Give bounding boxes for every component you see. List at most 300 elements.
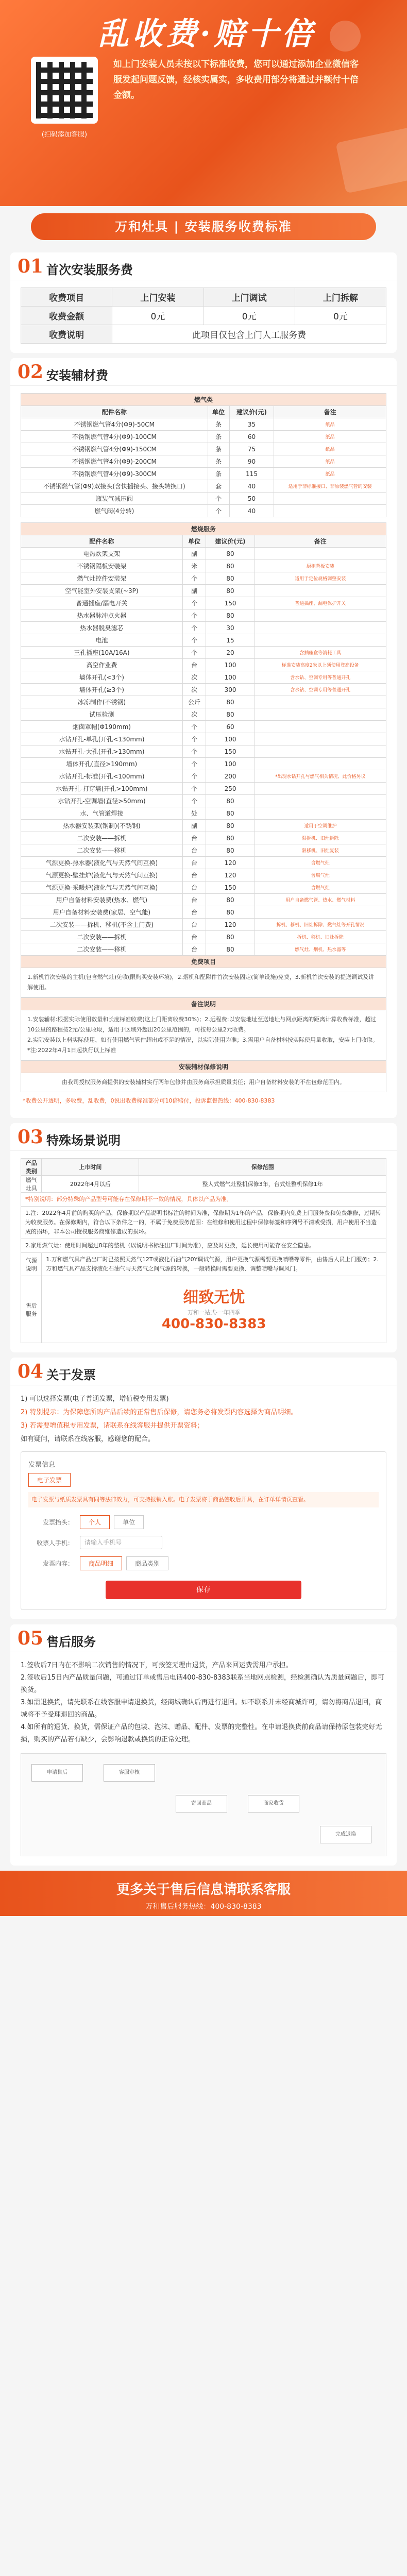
table-cell: 台 <box>182 894 206 906</box>
table-row <box>21 431 386 443</box>
table-cell <box>255 733 386 745</box>
table-cell: 不锈钢燃气管(Φ9)双接头(含快插接头、接头转换口) <box>21 480 208 493</box>
table-cell: 100 <box>206 758 255 770</box>
section-title: 安装辅材费 <box>46 368 108 383</box>
table-cell: 120 <box>206 869 255 882</box>
table-row <box>21 832 386 844</box>
table-cell: 台 <box>182 832 206 844</box>
table-cell: 40 <box>229 480 274 493</box>
notes-table <box>21 997 386 1010</box>
hero-title: 乱收费·赔十倍 <box>98 16 316 52</box>
table-row <box>21 733 386 745</box>
brand-logo: 细致无忧 <box>183 1288 245 1307</box>
table-cell: 售后服务 <box>21 1276 42 1343</box>
table-col-header: 单位 <box>182 535 206 548</box>
table-cell: 台 <box>182 844 206 857</box>
special-para: 1.注：2022年4月前的购买的产品，保修期以产品说明书标注的时间为准，保修期为1年的产品，保修期内免费上门服务费和免费维修，过期转为收费服务。在保修期内，符合以下条件之一的，不属于免费服务范围：在维修和使用过程中保修标签和序列号不清或受损，用户使用不当造成的损坏，非本公司授权服务商维修造成的损坏。 <box>21 1207 386 1239</box>
section-title: 关于发票 <box>46 1368 96 1382</box>
table-cell <box>255 745 386 758</box>
table-cell: 不锈钢隔板安装架 <box>21 560 183 572</box>
table-row <box>21 931 386 943</box>
after-sales-flowchart <box>21 1753 386 1856</box>
table-cell: 80 <box>206 708 255 721</box>
section-title: 特殊场景说明 <box>46 1133 121 1148</box>
table-cell: 纸品 <box>274 431 386 443</box>
note-line: 2.实际安装以上料实际使用，如有使用燃气管件超出或不足的情况，以实际使用为准；3.需用户自备材料按实际使用量收取，安装上门收取。 <box>27 1037 378 1043</box>
warranty-scope-table <box>21 1158 386 1343</box>
table-cell: 100 <box>206 659 255 671</box>
table-cell <box>255 696 386 708</box>
table-row <box>21 795 386 807</box>
table-cell: 个 <box>208 505 229 517</box>
table-cell: 烟囱罩帽(Φ190mm) <box>21 721 183 733</box>
table-cell: 个 <box>182 783 206 795</box>
table-cell: 不锈钢燃气管4分(Φ9)-300CM <box>21 468 208 480</box>
warranty-table <box>21 1060 386 1073</box>
table-cell: 150 <box>206 745 255 758</box>
table-cell: 普通插座、漏电保护开关 <box>255 597 386 609</box>
table-cell: 高空作业费 <box>21 659 183 671</box>
table-cell: 不锈钢燃气管4分(Φ9)-150CM <box>21 443 208 455</box>
table-cell: 纸品 <box>274 418 386 431</box>
table-cell: 限拆机、旧灶拆除 <box>255 832 386 844</box>
table-cell: 二次安装——拆机、移机(不含上门费) <box>21 919 183 931</box>
table-row <box>21 609 386 622</box>
table-cell: 台 <box>182 906 206 919</box>
table-row <box>21 708 386 721</box>
table-cell: 燃气灶具 <box>21 1176 42 1193</box>
table-col-header: 备注 <box>274 406 386 418</box>
table-row <box>21 894 386 906</box>
table-cell <box>255 634 386 647</box>
qr-code-icon <box>36 62 93 118</box>
table-row <box>21 807 386 820</box>
section-banner <box>15 206 392 247</box>
table-cell: 台 <box>182 943 206 956</box>
invoice-item: 1) 可以选择发票(电子普通发票，增值税专用发票) <box>21 1395 169 1403</box>
table-subheader: 安装辅材保修说明 <box>21 1061 386 1073</box>
table-cell: 个 <box>182 622 206 634</box>
table-cell: 200 <box>206 770 255 783</box>
table-row <box>21 882 386 894</box>
table-cell: 副 <box>182 585 206 597</box>
invoice-info <box>21 1393 386 1446</box>
table-cell: 台 <box>182 882 206 894</box>
table-cell: 适用于非标准接口、非原装燃气管的安装 <box>274 480 386 493</box>
table-cell: 套 <box>208 480 229 493</box>
option-category[interactable]: 商品类别 <box>126 1556 168 1570</box>
section-header <box>10 252 397 280</box>
table-cell: 台 <box>182 919 206 931</box>
table-cell: 收费说明 <box>21 325 112 344</box>
table-cell: 100 <box>206 671 255 684</box>
table-row <box>21 622 386 634</box>
table-cell: 燃气灶、烟机、热水器等 <box>255 943 386 956</box>
table-subheader: 备注说明 <box>21 998 386 1010</box>
table-row <box>21 783 386 795</box>
table-cell <box>255 622 386 634</box>
table-cell: 40 <box>229 505 274 517</box>
table-cell: 80 <box>206 943 255 956</box>
table-cell: 不锈钢燃气管4分(Φ9)-200CM <box>21 455 208 468</box>
service-phone[interactable]: 400-830-8383 <box>161 1316 266 1332</box>
table-cell: 上门调试 <box>204 288 295 307</box>
table-cell: 个 <box>182 745 206 758</box>
note-line: 1.安装辅材:根据实际使用数量和长度标准收费(这上门距离收费30%)；2.远程费:以安装地址至送地址与网点距离的距离计算收费标准，超过10公里的路程按2元/公里收取，适用于区域外超出20公里范围的，可按每公里2元收费。 <box>27 1016 377 1033</box>
table-cell: 含燃气灶 <box>255 869 386 882</box>
table-cell: 限移机、旧灶复装 <box>255 844 386 857</box>
decor-circle <box>330 21 361 52</box>
table-cell: 80 <box>206 609 255 622</box>
table-cell: 热水器脱臭滤芯 <box>21 622 183 634</box>
table-row <box>21 745 386 758</box>
qr-caption: (扫码添加客服) <box>41 131 88 139</box>
table-cell: 热水器安装架(钢制)(不锈钢) <box>21 820 183 832</box>
table-col-header: 建议价(元) <box>229 406 274 418</box>
table-cell: 气源更换-采暖炉(液化气与天然气间互换) <box>21 882 183 894</box>
table-cell: 二次安装——移机 <box>21 943 183 956</box>
section-after-sales <box>10 1624 397 1866</box>
table-cell: 收费项目 <box>21 288 112 307</box>
table-subheader: 免费项目 <box>21 956 386 968</box>
table-cell: 收费金额 <box>21 307 112 325</box>
table-row <box>21 696 386 708</box>
table-cell: 个 <box>182 733 206 745</box>
table-cell <box>255 783 386 795</box>
table-cell <box>274 505 386 517</box>
table-subheader: 燃烧服务 <box>21 523 386 535</box>
table-cell: 整人式燃气灶整机保修3年，台式灶整机保修1年 <box>139 1176 386 1193</box>
table-cell: 气源更换-热水器(液化气与天然气间互换) <box>21 857 183 869</box>
table-row <box>21 443 386 455</box>
table-cell: 气源更换-壁挂炉(液化气与天然气间互换) <box>21 869 183 882</box>
table-cell: 气源说明 <box>21 1253 42 1276</box>
flow-step: 完成退换 <box>320 1826 371 1843</box>
table-cell: 含水钻、空调专用等普通开孔 <box>255 671 386 684</box>
after-sales-list <box>21 1659 386 1746</box>
hero-promise: 如上门安装人员未按以下标准收费，您可以通过添加企业微信客服发起问题反馈，经核实属实，多收费用部分将通过并额付十倍金额。 <box>113 59 359 100</box>
section-number: 03 <box>18 1126 44 1148</box>
section-header <box>10 1624 397 1652</box>
table-row <box>21 572 386 585</box>
table-cell: 含插座盒等消耗工具 <box>255 647 386 659</box>
table-cell: 80 <box>206 832 255 844</box>
table-row <box>21 493 386 505</box>
table-cell <box>274 493 386 505</box>
table-cell: 次 <box>182 671 206 684</box>
section-number: 04 <box>18 1361 44 1382</box>
invoice-item: 3) 若需要增值税专用发票，请联系在线客服并提供开票资料； <box>21 1422 204 1430</box>
table-cell: 燃气阀(4分转) <box>21 505 208 517</box>
table-cell: 拆机、移机、旧灶拆除 <box>255 931 386 943</box>
table-cell: 二次安装——拆机 <box>21 832 183 844</box>
free-items-text: 1.新机首次安装的主机(包含燃气灶)免收(限购买安装环境)，2.烟机和配附件首次安装固定(简单设施)免费，3.新机首次安装的提送调试及讲解使用。 <box>21 968 386 997</box>
table-cell: 80 <box>206 807 255 820</box>
section-header <box>10 358 397 386</box>
table-cell: 副 <box>182 820 206 832</box>
table-cell: 250 <box>206 783 255 795</box>
after-sales-item: 3.如需退换货，请先联系在线客服申请退换货，经商城确认后再进行退回。如不联系并未经商城许可，请勿将商品退回，商城将不予受理退回的商品。 <box>21 1699 382 1719</box>
table-cell: 三孔插座(10A/16A) <box>21 647 183 659</box>
table-cell: 水、气管道焊接 <box>21 807 183 820</box>
table-cell: 80 <box>206 572 255 585</box>
tab-e-invoice[interactable]: 电子发票 <box>28 1473 71 1487</box>
table-cell: 120 <box>206 857 255 869</box>
table-cell: 35 <box>229 418 274 431</box>
table-cell: 80 <box>206 820 255 832</box>
table-row <box>21 919 386 931</box>
table-cell <box>255 708 386 721</box>
table-row <box>21 721 386 733</box>
table-row <box>21 418 386 431</box>
table-cell <box>255 548 386 560</box>
gas-rows <box>21 418 386 517</box>
table-cell: 80 <box>206 560 255 572</box>
table-cell: 15 <box>206 634 255 647</box>
table-cell <box>255 609 386 622</box>
table-cell: 冰冻制作(不锈钢) <box>21 696 183 708</box>
table-cell: 条 <box>208 443 229 455</box>
table-cell: 60 <box>229 431 274 443</box>
footer-banner[interactable] <box>0 1871 407 1916</box>
warranty-text: 由我司授权服务商提供的安装辅材实行两年包修并由服务商承担质量责任；用户自备材料安装的不在包修范围内。 <box>21 1073 386 1092</box>
table-cell: 60 <box>206 721 255 733</box>
table-cell: 2022年4月以后 <box>42 1176 139 1193</box>
section-title: 售后服务 <box>46 1635 96 1649</box>
qr-code[interactable] <box>31 57 98 124</box>
table-cell: 台 <box>182 931 206 943</box>
table-cell: 热水器脉冲点火器 <box>21 609 183 622</box>
table-cell: 个 <box>182 597 206 609</box>
table-cell: 20 <box>206 647 255 659</box>
table-row <box>21 455 386 468</box>
table-cell: 拆机、移机、旧灶拆除、燃气灶等开孔情况 <box>255 919 386 931</box>
table-cell: 50 <box>229 493 274 505</box>
hero-banner <box>0 0 407 206</box>
table-col-header: 建议价(元) <box>206 535 255 548</box>
table-cell: 适用于定位规格调整安装 <box>255 572 386 585</box>
table-row <box>21 906 386 919</box>
table-cell: 次 <box>182 708 206 721</box>
form-note: 电子发票与纸质发票具有同等法律效力，可支持报销入账。电子发票将于商品签收后开具，在订单详情页查看。 <box>28 1492 379 1507</box>
table-cell: 条 <box>208 418 229 431</box>
form-title: 发票信息 <box>28 1461 56 1469</box>
table-cell: 80 <box>206 696 255 708</box>
table-cell: 80 <box>206 548 255 560</box>
table-cell: 80 <box>206 894 255 906</box>
table-col-header: 单位 <box>208 406 229 418</box>
table-cell: 用户自备燃气管、热水、燃气材料 <box>255 894 386 906</box>
table-cell: 水钻开孔-标准(开孔<100mm) <box>21 770 183 783</box>
table-cell <box>255 721 386 733</box>
after-sales-item: 4.如所有的退货、换货，需保证产品的包装、泡沫、赠品、配件、发票的完整性。在申请退换货前商品请保持原包装完好无损，购买的产品若有缺少，会影响退款或换货的正常处理。 <box>21 1723 382 1743</box>
option-detail[interactable]: 商品明细 <box>80 1556 122 1570</box>
table-cell: 个 <box>182 770 206 783</box>
table-cell: 75 <box>229 443 274 455</box>
table-cell: 水钻开孔-空调墙(直径>50mm) <box>21 795 183 807</box>
table-col-header: 上市时间 <box>42 1159 139 1176</box>
table-row <box>21 560 386 572</box>
table-cell: 台 <box>182 869 206 882</box>
table-cell: 80 <box>206 795 255 807</box>
save-button[interactable]: 保存 <box>106 1581 301 1599</box>
table-row <box>21 585 386 597</box>
table-cell: 瓶装气减压阀 <box>21 493 208 505</box>
table-cell: 纸品 <box>274 443 386 455</box>
table-row <box>21 548 386 560</box>
table-row <box>21 480 386 493</box>
table-cell: 电热炊架支架 <box>21 548 183 560</box>
table-cell: 米 <box>182 560 206 572</box>
table-cell: 100 <box>206 733 255 745</box>
complaint-footnote: *收费公开透明，多收费，乱收费，0说出收费标准部分可10倍赔付，投诉监督热线：400-830-8383 <box>23 1097 275 1104</box>
table-cell: 个 <box>182 721 206 733</box>
table-cell: 纸品 <box>274 468 386 480</box>
table-cell: 普通插座/漏电开关 <box>21 597 183 609</box>
table-col-header: 保修范围 <box>139 1159 386 1176</box>
section-materials-fee <box>10 358 397 1118</box>
table-cell: 115 <box>229 468 274 480</box>
table-row <box>21 634 386 647</box>
brand-tagline: 万和一站式·一年四季 <box>187 1309 241 1316</box>
table-cell: 0元 <box>112 307 204 325</box>
table-cell: 台 <box>182 857 206 869</box>
section-special-cases <box>10 1123 397 1352</box>
table-cell: 空气能室外安装支架(~3P) <box>21 585 183 597</box>
table-cell: 300 <box>206 684 255 696</box>
table-row <box>21 770 386 783</box>
table-cell: 用户自备材料安装费(热水、燃气) <box>21 894 183 906</box>
table-row <box>21 597 386 609</box>
flow-step: 寄回商品 <box>176 1795 227 1812</box>
invoice-form-screenshot <box>21 1451 386 1610</box>
table-col-header: 产品类别 <box>21 1159 42 1176</box>
table-cell: *出现水钻开孔与燃气相关情况、此价格另议 <box>255 770 386 783</box>
section-invoice <box>10 1358 397 1619</box>
table-cell: 此项目仅包含上门人工服务费 <box>112 325 386 344</box>
table-cell: 150 <box>206 597 255 609</box>
note-line: *注:2022年4月1日起执行以上标准 <box>27 1047 116 1054</box>
table-cell: 个 <box>182 572 206 585</box>
section-install-fee <box>10 252 397 353</box>
table-row <box>21 671 386 684</box>
table-cell: 处 <box>182 807 206 820</box>
table-cell <box>255 906 386 919</box>
table-cell: 电池 <box>21 634 183 647</box>
table-cell: 条 <box>208 455 229 468</box>
table-cell: 水钻开孔-大孔(开孔>130mm) <box>21 745 183 758</box>
table-cell: 含水钻、空调专用等普通开孔 <box>255 684 386 696</box>
table-cell: 二次安装——拆机 <box>21 931 183 943</box>
table-cell <box>255 585 386 597</box>
table-row <box>21 647 386 659</box>
table-cell: 试压检测 <box>21 708 183 721</box>
table-cell: 120 <box>206 919 255 931</box>
field-label: 发票内容： <box>42 1560 74 1567</box>
table-cell: 上门安装 <box>112 288 204 307</box>
table-col-header: 配件名称 <box>21 535 183 548</box>
gas-source-text: 1.万和燃气具产品出厂时已按照天然气12T或液化石油气20Y调试气源，用户更换气源需要更换喷嘴等零件，由售后人员上门服务；2.万和燃气具产品支持液化石油气与天然气之间气源的转换，一般转换时需要更换、调整喷嘴与调风门。 <box>42 1253 386 1276</box>
table-cell: 燃气灶控件安装架 <box>21 572 183 585</box>
table-cell: 墙体开孔(≥3个) <box>21 684 183 696</box>
table-cell: 80 <box>206 844 255 857</box>
table-cell: 条 <box>208 468 229 480</box>
option-personal[interactable]: 个人 <box>80 1515 110 1529</box>
table-cell <box>255 758 386 770</box>
table-cell: 个 <box>182 634 206 647</box>
service-materials-table <box>21 522 386 968</box>
table-cell: 纸品 <box>274 455 386 468</box>
table-cell: 次 <box>182 684 206 696</box>
gas-materials-table <box>21 393 386 517</box>
section-number: 01 <box>18 256 44 277</box>
table-cell: 90 <box>229 455 274 468</box>
table-cell: 用户自备材料安装费(家居、空气能) <box>21 906 183 919</box>
after-sales-item: 2.签收后15日内产品质量问题，可通过订单或售后电话400-830-8383联系当地网点检测，经检测确认为质量问题后，即可换货。 <box>21 1674 385 1694</box>
table-row <box>21 943 386 956</box>
table-row <box>21 820 386 832</box>
table-row <box>21 468 386 480</box>
table-col-header: 备注 <box>255 535 386 548</box>
table-cell: 个 <box>182 758 206 770</box>
banner-title: 万和灶具 | 安装服务收费标准 <box>31 213 376 240</box>
table-row <box>21 857 386 869</box>
table-row <box>21 869 386 882</box>
section-number: 02 <box>18 361 44 383</box>
section-number: 05 <box>18 1628 44 1649</box>
field-label: 发票抬头： <box>42 1518 74 1526</box>
table-cell: 上门拆解 <box>295 288 386 307</box>
table-cell: 0元 <box>295 307 386 325</box>
phone-input[interactable]: 请输入手机号 <box>80 1536 162 1549</box>
table-row <box>21 684 386 696</box>
table-cell: 个 <box>208 493 229 505</box>
table-cell: 80 <box>206 931 255 943</box>
table-cell: 二次安装——移机 <box>21 844 183 857</box>
table-cell <box>255 807 386 820</box>
flow-step: 客服审核 <box>104 1764 155 1782</box>
table-subheader: 燃气类 <box>21 394 386 406</box>
table-row <box>21 505 386 517</box>
form-row <box>28 1513 379 1531</box>
table-cell: 厨柜背板安装 <box>255 560 386 572</box>
table-col-header: 配件名称 <box>21 406 208 418</box>
table-cell: 条 <box>208 431 229 443</box>
table-cell: 个 <box>182 795 206 807</box>
table-cell: 个 <box>182 647 206 659</box>
invoice-item: 2) 特别提示：为保障您所购产品后续的正常售后保修，请您务必将发票内容选择为商品明细。 <box>21 1409 298 1416</box>
service-brand-cell <box>42 1276 386 1343</box>
after-sales-item: 1.签收后7日内在不影响二次销售的情况下，可按签无理由退货，产品来回运费需用户承担。 <box>21 1662 293 1669</box>
table-cell <box>255 795 386 807</box>
install-fee-table <box>21 287 386 344</box>
notes-text <box>21 1010 386 1060</box>
table-cell: 适用于空调维护 <box>255 820 386 832</box>
table-cell: 80 <box>206 585 255 597</box>
table-cell: 台 <box>182 659 206 671</box>
table-cell: 个 <box>182 609 206 622</box>
table-row <box>21 844 386 857</box>
table-cell: 水钻开孔-打穿墙(开孔>100mm) <box>21 783 183 795</box>
option-company[interactable]: 单位 <box>114 1515 144 1529</box>
invoice-item: 如有疑问，请联系在线客服，感谢您的配合。 <box>21 1435 155 1443</box>
table-cell: 含燃气灶 <box>255 882 386 894</box>
table-cell: 不锈钢燃气管4分(Φ9)-50CM <box>21 418 208 431</box>
form-row <box>28 1533 379 1552</box>
field-label: 收票人手机： <box>36 1539 74 1547</box>
section-header <box>10 1358 397 1385</box>
table-cell: 副 <box>182 548 206 560</box>
